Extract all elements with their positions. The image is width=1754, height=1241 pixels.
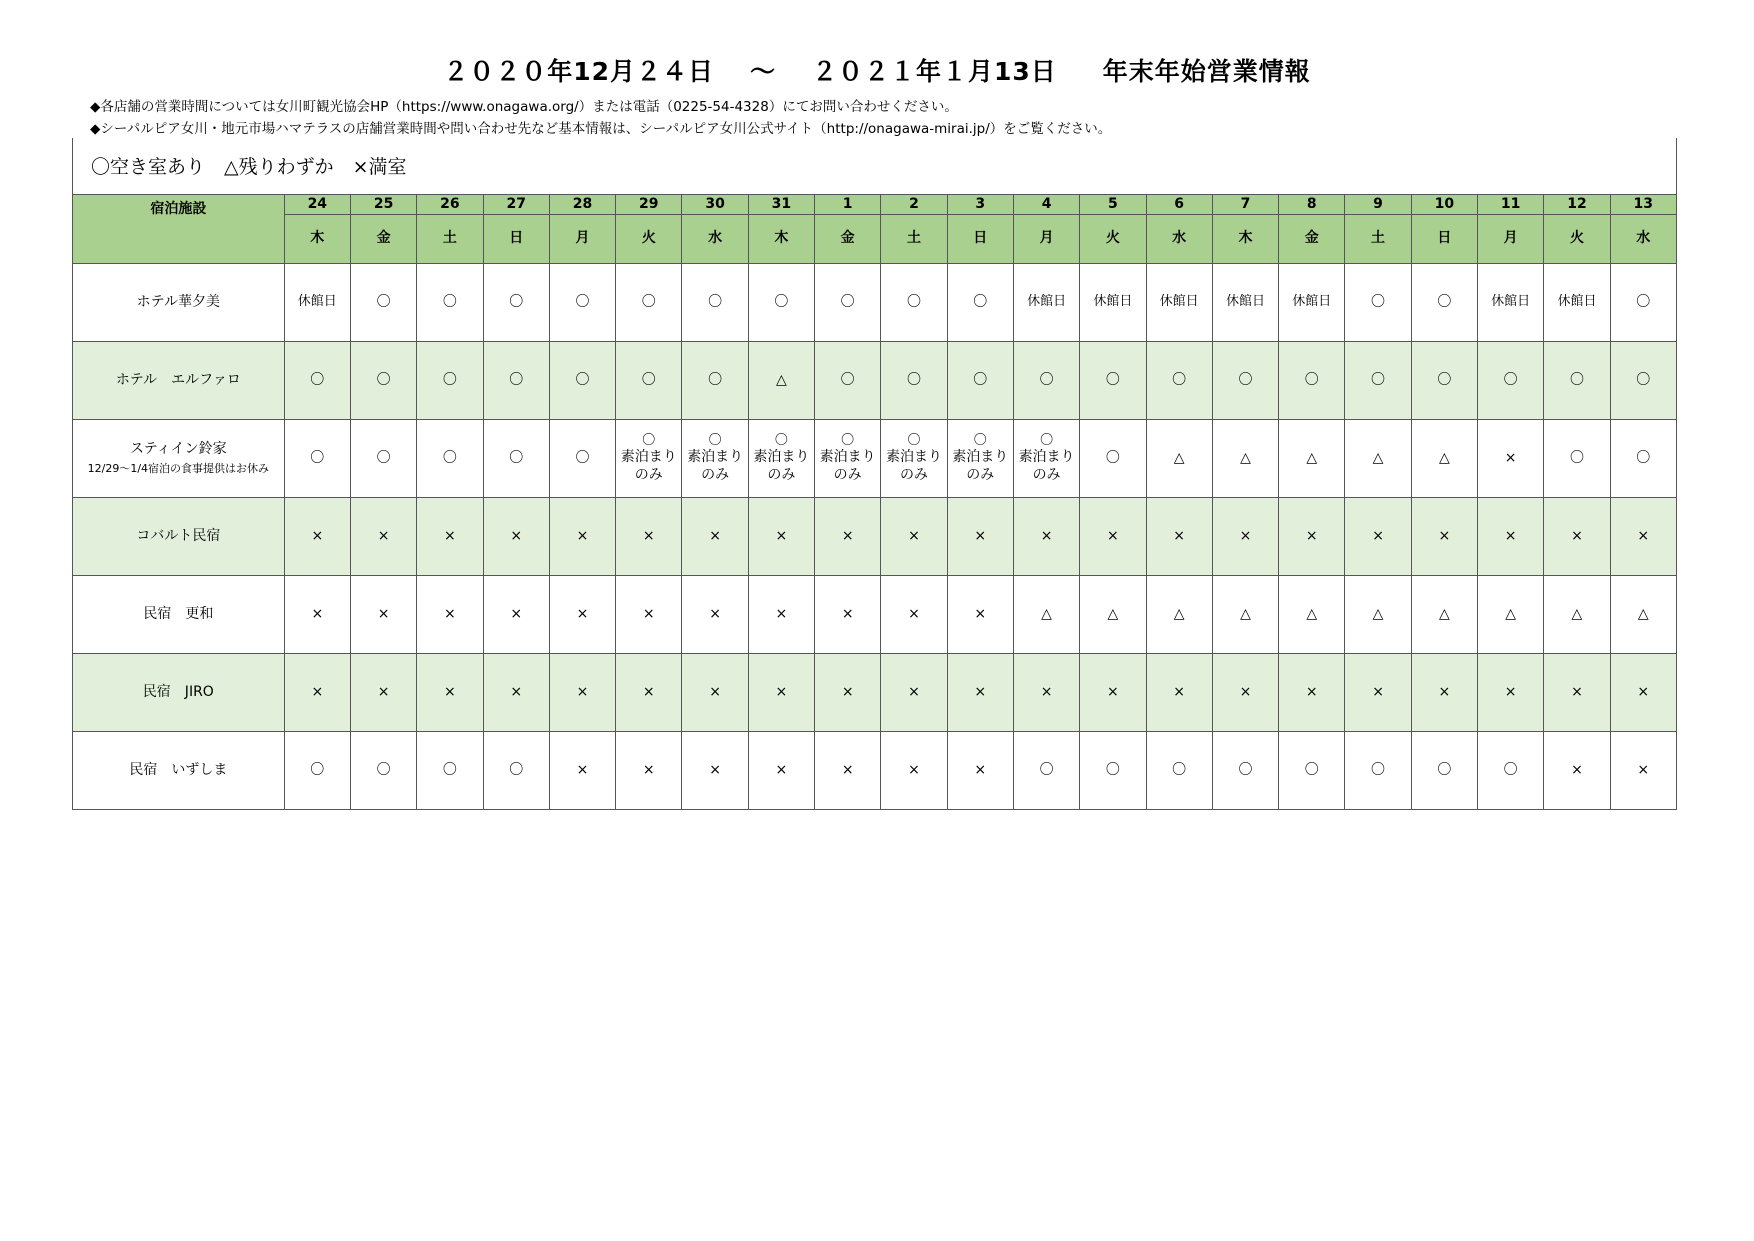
weekday-header-cell: 水 [1610, 215, 1676, 264]
availability-cell: × [1411, 654, 1477, 732]
availability-table [72, 194, 1677, 810]
title-label: 年末年始営業情報 [1102, 57, 1311, 86]
weekday-header-cell: 土 [881, 215, 947, 264]
weekday-header-cell: 月 [549, 215, 615, 264]
weekday-header-cell: 水 [682, 215, 748, 264]
facility-name-cell [73, 732, 285, 810]
availability-cell-line: のみ [899, 466, 928, 483]
availability-cell: × [417, 576, 483, 654]
date-header-cell: 10 [1411, 195, 1477, 215]
availability-cell-line: 〇 [774, 432, 788, 448]
facility-name: コバルト民宿 [136, 527, 221, 544]
availability-cell [881, 420, 947, 498]
availability-cell: 〇 [1146, 732, 1212, 810]
availability-cell: 〇 [1345, 342, 1411, 420]
availability-cell: × [1212, 498, 1278, 576]
date-header-cell: 25 [350, 195, 416, 215]
date-header-cell: 29 [616, 195, 682, 215]
availability-cell: 〇 [350, 420, 416, 498]
date-header-cell: 6 [1146, 195, 1212, 215]
availability-cell: 〇 [350, 342, 416, 420]
weekday-header-cell: 日 [947, 215, 1013, 264]
facility-name: 民宿 更和 [143, 605, 214, 622]
availability-cell-line: 〇 [973, 432, 987, 448]
availability-cell: × [417, 498, 483, 576]
availability-cell: △ [748, 342, 814, 420]
availability-cell: × [815, 732, 881, 810]
availability-cell: × [1345, 498, 1411, 576]
availability-cell: 休館日 [1279, 264, 1345, 342]
availability-cell: × [1544, 654, 1610, 732]
availability-cell: 休館日 [1146, 264, 1212, 342]
availability-cell: 〇 [483, 420, 549, 498]
availability-cell: △ [1345, 420, 1411, 498]
availability-cell: × [947, 498, 1013, 576]
availability-cell: 〇 [1411, 264, 1477, 342]
availability-cell: × [483, 498, 549, 576]
weekday-header-cell: 火 [1080, 215, 1146, 264]
availability-cell: 〇 [549, 420, 615, 498]
weekday-header-cell: 火 [616, 215, 682, 264]
availability-cell: × [616, 576, 682, 654]
availability-cell: × [1013, 654, 1079, 732]
date-header-cell: 12 [1544, 195, 1610, 215]
table-row [73, 264, 1677, 342]
availability-cell: 〇 [748, 264, 814, 342]
availability-cell: △ [1279, 576, 1345, 654]
availability-cell-line: のみ [767, 466, 796, 483]
availability-cell: 〇 [1478, 342, 1544, 420]
availability-cell: × [1610, 654, 1676, 732]
availability-cell: △ [1212, 420, 1278, 498]
weekday-header-row [73, 215, 1677, 264]
availability-cell: 〇 [483, 342, 549, 420]
availability-cell: 〇 [483, 732, 549, 810]
availability-cell-line: のみ [966, 466, 995, 483]
availability-cell: × [815, 498, 881, 576]
facility-name: ホテル華夕美 [136, 293, 220, 310]
availability-cell: 〇 [1345, 264, 1411, 342]
note-business-hours: ◆各店舗の営業時間については女川町観光協会HP（https://www.onagawa.org/）または電話（0225-54-4328）にてお問い合わせください。 [90, 99, 958, 115]
table-row [73, 420, 1677, 498]
availability-cell [815, 420, 881, 498]
availability-cell: × [1080, 654, 1146, 732]
availability-cell: 〇 [947, 264, 1013, 342]
availability-cell: 〇 [947, 342, 1013, 420]
availability-cell: △ [1013, 576, 1079, 654]
availability-cell: 休館日 [1478, 264, 1544, 342]
availability-cell: △ [1544, 576, 1610, 654]
availability-cell: × [748, 732, 814, 810]
availability-cell-line: のみ [833, 466, 862, 483]
availability-cell: × [1146, 498, 1212, 576]
availability-cell: × [1212, 654, 1278, 732]
availability-cell: × [1146, 654, 1212, 732]
table-row [73, 732, 1677, 810]
weekday-header-cell: 土 [1345, 215, 1411, 264]
availability-cell: 〇 [1544, 420, 1610, 498]
availability-cell: 〇 [1212, 732, 1278, 810]
availability-cell: 〇 [284, 342, 350, 420]
availability-cell-line: 素泊まり [620, 449, 677, 466]
legend-frame [72, 138, 1677, 194]
availability-cell: 〇 [1212, 342, 1278, 420]
availability-cell-line: 素泊まり [952, 449, 1009, 466]
availability-cell: × [1411, 498, 1477, 576]
availability-cell: × [549, 732, 615, 810]
availability-cell: × [748, 498, 814, 576]
facility-name: スティイン鈴家 [130, 440, 227, 457]
availability-cell: 〇 [483, 264, 549, 342]
availability-cell: 〇 [815, 342, 881, 420]
availability-cell: × [881, 498, 947, 576]
date-header-cell: 27 [483, 195, 549, 215]
availability-cell: 〇 [1411, 732, 1477, 810]
availability-cell: × [350, 654, 416, 732]
availability-cell: 休館日 [1013, 264, 1079, 342]
availability-cell: × [284, 576, 350, 654]
availability-cell: 〇 [815, 264, 881, 342]
availability-cell: 〇 [284, 732, 350, 810]
facility-name-cell [73, 576, 285, 654]
availability-cell: × [1610, 498, 1676, 576]
availability-cell: × [682, 498, 748, 576]
availability-cell: 〇 [549, 264, 615, 342]
availability-cell: × [682, 654, 748, 732]
date-header-cell: 7 [1212, 195, 1278, 215]
facility-name: 民宿 いずしま [129, 761, 228, 778]
availability-cell: 〇 [1013, 732, 1079, 810]
title-start: ２０２０年12月２４日 [443, 57, 714, 86]
date-header-cell: 28 [549, 195, 615, 215]
availability-cell: × [284, 498, 350, 576]
availability-cell: × [417, 654, 483, 732]
date-header-cell: 9 [1345, 195, 1411, 215]
availability-legend: 〇空き室あり △残りわずか ×満室 [91, 156, 407, 178]
availability-cell: 〇 [350, 732, 416, 810]
weekday-header-cell: 木 [1212, 215, 1278, 264]
availability-cell-line: 素泊まり [885, 449, 942, 466]
availability-cell-line: のみ [701, 466, 730, 483]
title-end: ２０２１年１月13日 [812, 57, 1057, 86]
availability-cell: △ [1146, 576, 1212, 654]
facility-note: 12/29～1/4宿泊の食事提供はお休み [87, 462, 270, 476]
availability-cell: 〇 [284, 420, 350, 498]
availability-cell-line: 〇 [1040, 432, 1054, 448]
availability-cell-line: 〇 [841, 432, 855, 448]
availability-cell-line: 〇 [708, 432, 722, 448]
date-header-cell: 2 [881, 195, 947, 215]
table-row [73, 498, 1677, 576]
weekday-header-cell: 火 [1544, 215, 1610, 264]
facility-name-cell [73, 420, 285, 498]
availability-cell: 〇 [1279, 732, 1345, 810]
availability-cell: × [1345, 654, 1411, 732]
availability-cell: × [1478, 654, 1544, 732]
availability-cell: × [1080, 498, 1146, 576]
availability-cell: × [748, 654, 814, 732]
availability-cell: 休館日 [1544, 264, 1610, 342]
availability-cell-line: 素泊まり [1018, 449, 1075, 466]
availability-cell: × [947, 654, 1013, 732]
date-header-cell: 8 [1279, 195, 1345, 215]
availability-cell: × [682, 732, 748, 810]
table-row [73, 342, 1677, 420]
availability-cell: × [616, 498, 682, 576]
date-header-cell: 1 [815, 195, 881, 215]
availability-cell: 〇 [1478, 732, 1544, 810]
date-header-cell: 31 [748, 195, 814, 215]
availability-cell: × [350, 576, 416, 654]
availability-cell: 休館日 [1080, 264, 1146, 342]
availability-cell: × [483, 654, 549, 732]
availability-cell: × [815, 576, 881, 654]
availability-cell: △ [1411, 576, 1477, 654]
availability-cell: 〇 [1610, 264, 1676, 342]
availability-cell: × [549, 654, 615, 732]
availability-cell: × [549, 576, 615, 654]
availability-cell-line: 素泊まり [819, 449, 876, 466]
availability-cell: × [483, 576, 549, 654]
availability-cell-line: 〇 [642, 432, 656, 448]
availability-cell: × [1610, 732, 1676, 810]
availability-cell [1013, 420, 1079, 498]
availability-cell: 〇 [549, 342, 615, 420]
availability-cell: × [881, 654, 947, 732]
weekday-header-cell: 月 [1013, 215, 1079, 264]
facility-name-cell [73, 498, 285, 576]
availability-cell: 〇 [1279, 342, 1345, 420]
availability-cell: × [947, 576, 1013, 654]
availability-cell: × [549, 498, 615, 576]
availability-cell: 〇 [350, 264, 416, 342]
availability-cell [947, 420, 1013, 498]
availability-cell: 〇 [417, 420, 483, 498]
weekday-header-cell: 木 [284, 215, 350, 264]
availability-cell: 〇 [1146, 342, 1212, 420]
availability-cell-line: のみ [634, 466, 663, 483]
availability-cell: × [947, 732, 1013, 810]
date-header-cell: 11 [1478, 195, 1544, 215]
availability-cell: △ [1478, 576, 1544, 654]
availability-cell: △ [1411, 420, 1477, 498]
availability-cell: 〇 [881, 264, 947, 342]
weekday-header-cell: 日 [1411, 215, 1477, 264]
facility-name-cell [73, 654, 285, 732]
availability-cell: × [1544, 732, 1610, 810]
availability-cell: △ [1279, 420, 1345, 498]
availability-cell: × [1544, 498, 1610, 576]
availability-cell [748, 420, 814, 498]
availability-cell: 〇 [682, 342, 748, 420]
facility-name: ホテル エルファロ [115, 371, 241, 388]
date-header-cell: 4 [1013, 195, 1079, 215]
weekday-header-cell: 金 [815, 215, 881, 264]
date-header-cell: 13 [1610, 195, 1676, 215]
availability-cell: × [1478, 498, 1544, 576]
note-seapal-pier: ◆シーパルピア女川・地元市場ハマテラスの店舗営業時間や問い合わせ先など基本情報は、シーパルピア女川公式サイト（http://onagawa-mirai.jp/）をご覧ください。 [90, 121, 1112, 137]
availability-cell: 〇 [417, 342, 483, 420]
facility-header: 宿泊施設 [73, 195, 285, 264]
date-header-cell: 3 [947, 195, 1013, 215]
availability-cell [616, 420, 682, 498]
availability-cell: △ [1080, 576, 1146, 654]
availability-cell: △ [1212, 576, 1278, 654]
availability-cell: × [815, 654, 881, 732]
availability-cell: 〇 [1610, 342, 1676, 420]
availability-cell: × [284, 654, 350, 732]
availability-cell: × [881, 732, 947, 810]
date-header-cell: 26 [417, 195, 483, 215]
availability-cell: × [616, 654, 682, 732]
availability-cell: × [1279, 498, 1345, 576]
availability-cell: 〇 [1080, 732, 1146, 810]
page-title [0, 52, 1754, 88]
weekday-header-cell: 金 [350, 215, 416, 264]
date-header-row [73, 195, 1677, 215]
date-header-cell: 30 [682, 195, 748, 215]
facility-name: 民宿 JIRO [142, 683, 214, 700]
facility-name-cell [73, 342, 285, 420]
weekday-header-cell: 月 [1478, 215, 1544, 264]
availability-cell-line: 素泊まり [687, 449, 744, 466]
availability-cell-line: のみ [1032, 466, 1061, 483]
availability-cell: 〇 [1544, 342, 1610, 420]
weekday-header-cell: 日 [483, 215, 549, 264]
availability-cell: 〇 [1080, 342, 1146, 420]
availability-cell: 〇 [682, 264, 748, 342]
availability-cell-line: 〇 [907, 432, 921, 448]
availability-cell: 休館日 [1212, 264, 1278, 342]
title-tilde: ～ [749, 57, 776, 86]
availability-cell: 〇 [417, 264, 483, 342]
availability-cell: 休館日 [284, 264, 350, 342]
date-header-cell: 5 [1080, 195, 1146, 215]
weekday-header-cell: 土 [417, 215, 483, 264]
availability-cell: 〇 [1345, 732, 1411, 810]
availability-cell: × [1279, 654, 1345, 732]
availability-cell: 〇 [1610, 420, 1676, 498]
availability-cell: × [748, 576, 814, 654]
availability-cell-line: 素泊まり [753, 449, 810, 466]
availability-cell: 〇 [616, 264, 682, 342]
availability-cell: 〇 [881, 342, 947, 420]
availability-cell: × [682, 576, 748, 654]
availability-cell: × [350, 498, 416, 576]
facility-name-cell [73, 264, 285, 342]
availability-cell: × [616, 732, 682, 810]
availability-cell [682, 420, 748, 498]
availability-cell: 〇 [1411, 342, 1477, 420]
availability-cell: 〇 [1080, 420, 1146, 498]
availability-cell: △ [1610, 576, 1676, 654]
weekday-header-cell: 木 [748, 215, 814, 264]
weekday-header-cell: 水 [1146, 215, 1212, 264]
availability-cell: × [881, 576, 947, 654]
availability-cell: △ [1146, 420, 1212, 498]
availability-cell: 〇 [417, 732, 483, 810]
table-row [73, 576, 1677, 654]
availability-cell: △ [1345, 576, 1411, 654]
availability-cell: × [1013, 498, 1079, 576]
table-body [73, 264, 1677, 810]
table-row [73, 654, 1677, 732]
availability-cell: 〇 [616, 342, 682, 420]
availability-cell: 〇 [1013, 342, 1079, 420]
date-header-cell: 24 [284, 195, 350, 215]
weekday-header-cell: 金 [1279, 215, 1345, 264]
availability-cell: × [1478, 420, 1544, 498]
